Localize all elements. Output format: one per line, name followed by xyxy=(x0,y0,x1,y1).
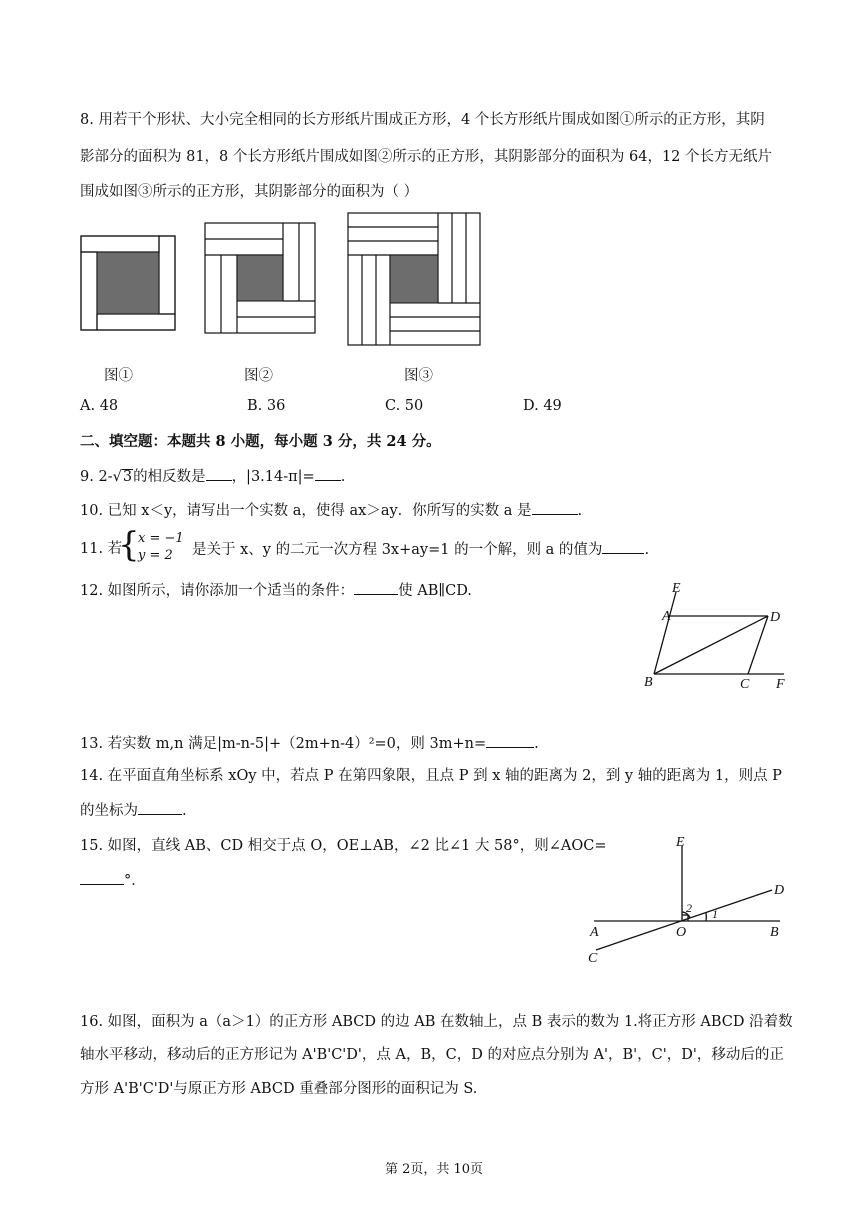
q12-label-b: B xyxy=(644,675,653,690)
sqrt-symbol: √ xyxy=(112,469,122,485)
q13-blank[interactable] xyxy=(486,733,534,748)
q13 xyxy=(80,733,539,754)
q12-figure xyxy=(636,578,796,694)
q12-label-a: A xyxy=(662,609,671,624)
q10-end: . xyxy=(577,503,583,519)
q10 xyxy=(80,500,582,521)
q15-blank[interactable] xyxy=(80,870,124,885)
q15-label-d: D xyxy=(774,883,785,898)
section-2-heading: 二、填空题：本题共 8 小题，每小题 3 分，共 24 分。 xyxy=(80,433,441,450)
q15-figure xyxy=(584,832,796,970)
q9 xyxy=(80,466,345,487)
q14-line1: 14. 在平面直角坐标系 xOy 中，若点 P 在第四象限，且点 P 到 x 轴的距离为 2，到 y 轴的距离为 1，则点 P xyxy=(80,768,782,784)
q11-blank[interactable] xyxy=(602,539,644,554)
q12-label-c: C xyxy=(740,677,750,692)
q15-angle-2: 2 xyxy=(686,901,692,915)
q15-line2-end: °． xyxy=(124,873,146,889)
q14-end: . xyxy=(182,803,187,819)
q16-line3: 方形 A'B'C'D'与原正方形 ABCD 重叠部分图形的面积记为 S. xyxy=(80,1081,478,1097)
figure-1 xyxy=(80,235,178,333)
q12-blank[interactable] xyxy=(354,580,398,595)
q9-sep: ，|3.14-π|= xyxy=(231,469,315,485)
q12-prefix: 12. 如图所示，请你添加一个适当的条件： xyxy=(80,583,355,599)
figure-2 xyxy=(204,222,318,336)
q11-body xyxy=(192,539,649,560)
q10-text: 10. 已知 x＜y，请写出一个实数 a，使得 ax＞ay．你所写的实数 a 是 xyxy=(80,503,532,519)
q12 xyxy=(80,580,472,601)
q16-line2: 轴水平移动，移动后的正方形记为 A'B'C'D'，点 A，B，C，D 的对应点分别为 A'，B'，C'，D'，移动后的正 xyxy=(80,1047,784,1063)
q13-end: . xyxy=(534,736,539,752)
option-b: B. 36 xyxy=(247,398,286,414)
option-c: C. 50 xyxy=(385,398,424,414)
q9-blank-1[interactable] xyxy=(206,466,232,481)
q15-label-e: E xyxy=(676,835,685,850)
q14-line2 xyxy=(80,800,187,821)
q9-end: . xyxy=(340,469,346,485)
q14-line2-text: 的坐标为 xyxy=(80,803,138,819)
q11-prefix: 11. 若 xyxy=(80,541,123,557)
figure-2-label: 图② xyxy=(244,368,273,384)
figure-3 xyxy=(347,212,483,348)
q15-angle-1: 1 xyxy=(712,907,718,921)
q8-line1: 8. 用若干个形状、大小完全相同的长方形纸片围成正方形，4 个长方形纸片围成如图①所示的正方形，其阴 xyxy=(80,112,765,128)
q9-mid: 的相反数是 xyxy=(133,469,206,485)
q11-text: 是关于 x、y 的二元一次方程 3x+ay=1 的一个解，则 a 的值为 xyxy=(192,542,603,558)
q15-label-c: C xyxy=(588,951,598,966)
q12-label-d: D xyxy=(770,610,781,625)
q10-blank[interactable] xyxy=(532,500,578,515)
q11-eq2: y = 2 xyxy=(138,548,173,563)
q9-radicand: 3 xyxy=(122,469,133,485)
q12-label-e: E xyxy=(672,581,681,596)
q13-text: 13. 若实数 m,n 满足|m-n-5|+（2m+n-4）²=0，则 3m+n= xyxy=(80,736,487,752)
q11-end: . xyxy=(644,542,650,558)
figure-1-label: 图① xyxy=(104,368,133,384)
q11-eq1: x = −1 xyxy=(138,531,184,546)
q15-line2 xyxy=(80,870,146,891)
figure-3-label: 图③ xyxy=(404,368,433,384)
q15-line1: 15. 如图，直线 AB、CD 相交于点 O，OE⊥AB，∠2 比∠1 大 58°，则∠AOC= xyxy=(80,838,607,854)
q14-blank[interactable] xyxy=(138,800,182,815)
q8-line2: 影部分的面积为 81，8 个长方形纸片围成如图②所示的正方形，其阴影部分的面积为 64，12 个长方无纸片 xyxy=(80,149,773,165)
option-d: D. 49 xyxy=(523,398,562,414)
q12-suffix: 使 AB∥CD. xyxy=(398,583,472,599)
q9-prefix: 9. 2- xyxy=(80,469,113,485)
q15-label-o: O xyxy=(676,925,687,940)
q15-label-b: B xyxy=(770,925,779,940)
q15-label-a: A xyxy=(590,925,599,940)
option-a: A. 48 xyxy=(80,398,119,414)
q11-brace: { xyxy=(118,525,140,565)
q16-line1: 16. 如图，面积为 a（a＞1）的正方形 ABCD 的边 AB 在数轴上，点 B 表示的数为 1.将正方形 ABCD 沿着数 xyxy=(80,1014,793,1030)
q12-label-f: F xyxy=(776,677,785,692)
q9-blank-2[interactable] xyxy=(315,466,341,481)
q8-line3: 围成如图③所示的正方形，其阴影部分的面积为（ ） xyxy=(80,184,419,200)
page-footer: 第 2页，共 10页 xyxy=(384,1162,484,1177)
